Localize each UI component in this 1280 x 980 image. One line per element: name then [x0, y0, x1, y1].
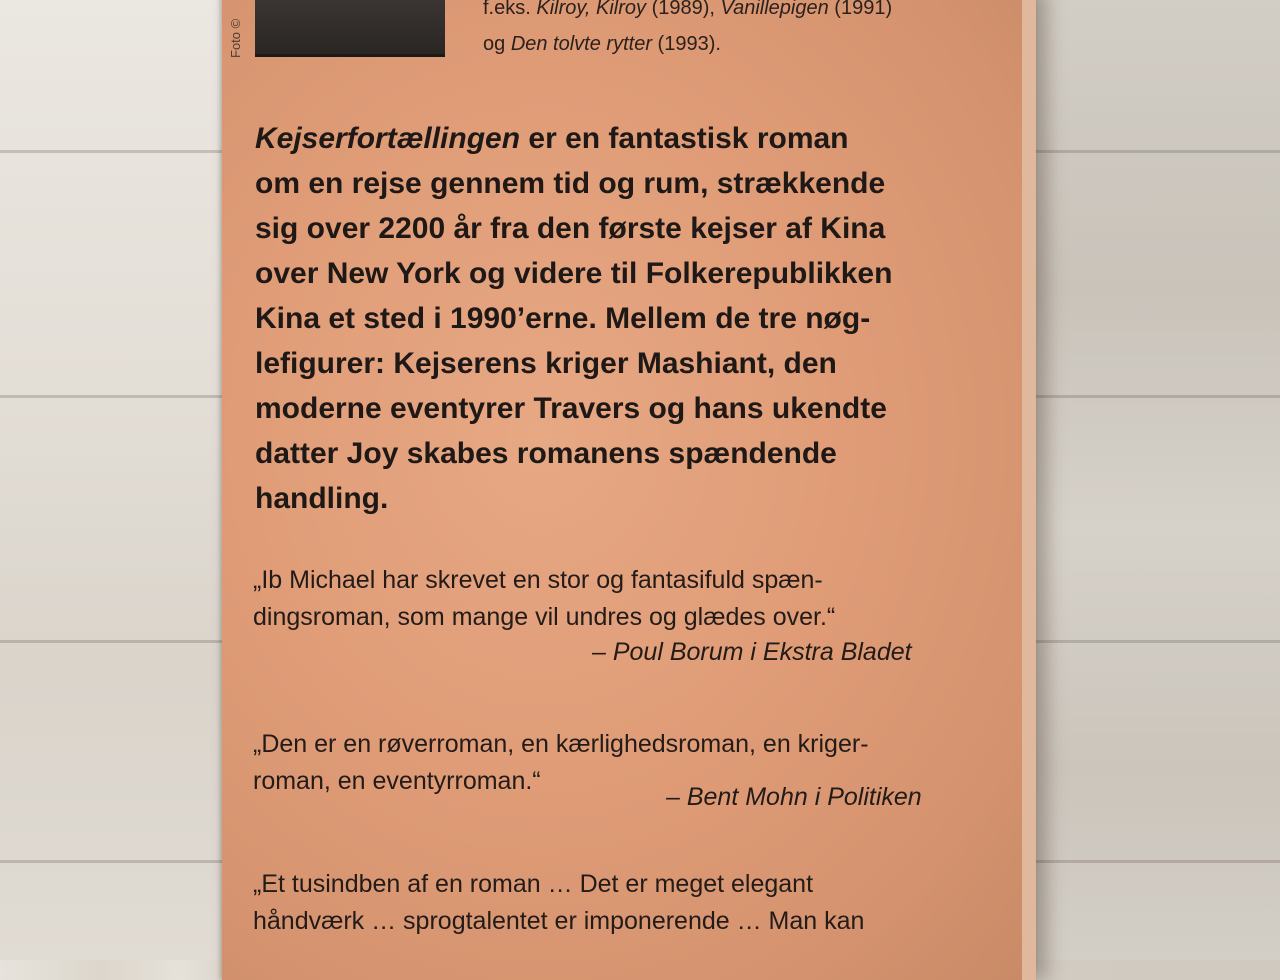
blurb-text: er en fantastisk roman — [520, 122, 849, 155]
book-blurb — [255, 116, 955, 521]
work-title: Den tolvte rytter — [510, 33, 652, 55]
blurb-line: lefigurer: Kejserens kriger Mashiant, den — [255, 347, 837, 380]
blurb-line: datter Joy skabes romanens spændende — [255, 437, 837, 470]
quote-line: håndværk … sprogtalentet er imponerende … Man kan — [253, 907, 865, 935]
book-title: Kejserfortællingen — [255, 122, 521, 155]
quote-line: „Et tusindben af en roman … Det er meget elegant — [253, 870, 814, 898]
review-attribution-1: – Poul Borum i Ekstra Bladet — [592, 638, 912, 666]
blurb-line: moderne eventyrer Travers og hans ukendte — [255, 392, 887, 425]
table-plank-left — [0, 0, 250, 960]
work-year: (1991) — [828, 0, 893, 19]
author-photo — [255, 0, 445, 57]
work-title: Kilroy, Kilroy — [536, 0, 647, 19]
quote-line: „Ib Michael har skrevet en stor og fantasifuld spæn- — [253, 566, 823, 594]
blurb-line: om en rejse gennem tid og rum, strækkende — [255, 167, 886, 200]
other-works — [483, 0, 892, 62]
other-works-line-2 — [483, 26, 892, 62]
works-prefix: og — [483, 33, 511, 55]
review-attribution-2: – Bent Mohn i Politiken — [666, 783, 922, 811]
blurb-line: Kina et sted i 1990’erne. Mellem de tre nøg- — [255, 302, 871, 335]
review-quote-3 — [253, 866, 973, 940]
quote-line: dingsroman, som mange vil undres og glædes over.“ — [253, 603, 836, 631]
work-year: (1993). — [651, 33, 721, 55]
photo-credit: Foto © — [228, 18, 243, 58]
review-quote-1 — [253, 562, 973, 636]
blurb-line: over New York og videre til Folkerepublikken — [255, 257, 893, 290]
blurb-line: handling. — [255, 482, 389, 515]
works-prefix: f.eks. — [483, 0, 537, 19]
work-title: Vanillepigen — [720, 0, 829, 19]
quote-line: roman, en eventyrroman.“ — [253, 767, 541, 795]
blurb-line — [255, 116, 955, 161]
blurb-line: sig over 2200 år fra den første kejser af Kina — [255, 212, 886, 245]
other-works-line-1 — [483, 0, 892, 26]
quote-line: „Den er en røverroman, en kærlighedsroman, en kriger- — [253, 730, 869, 758]
work-year: (1989), — [646, 0, 721, 19]
